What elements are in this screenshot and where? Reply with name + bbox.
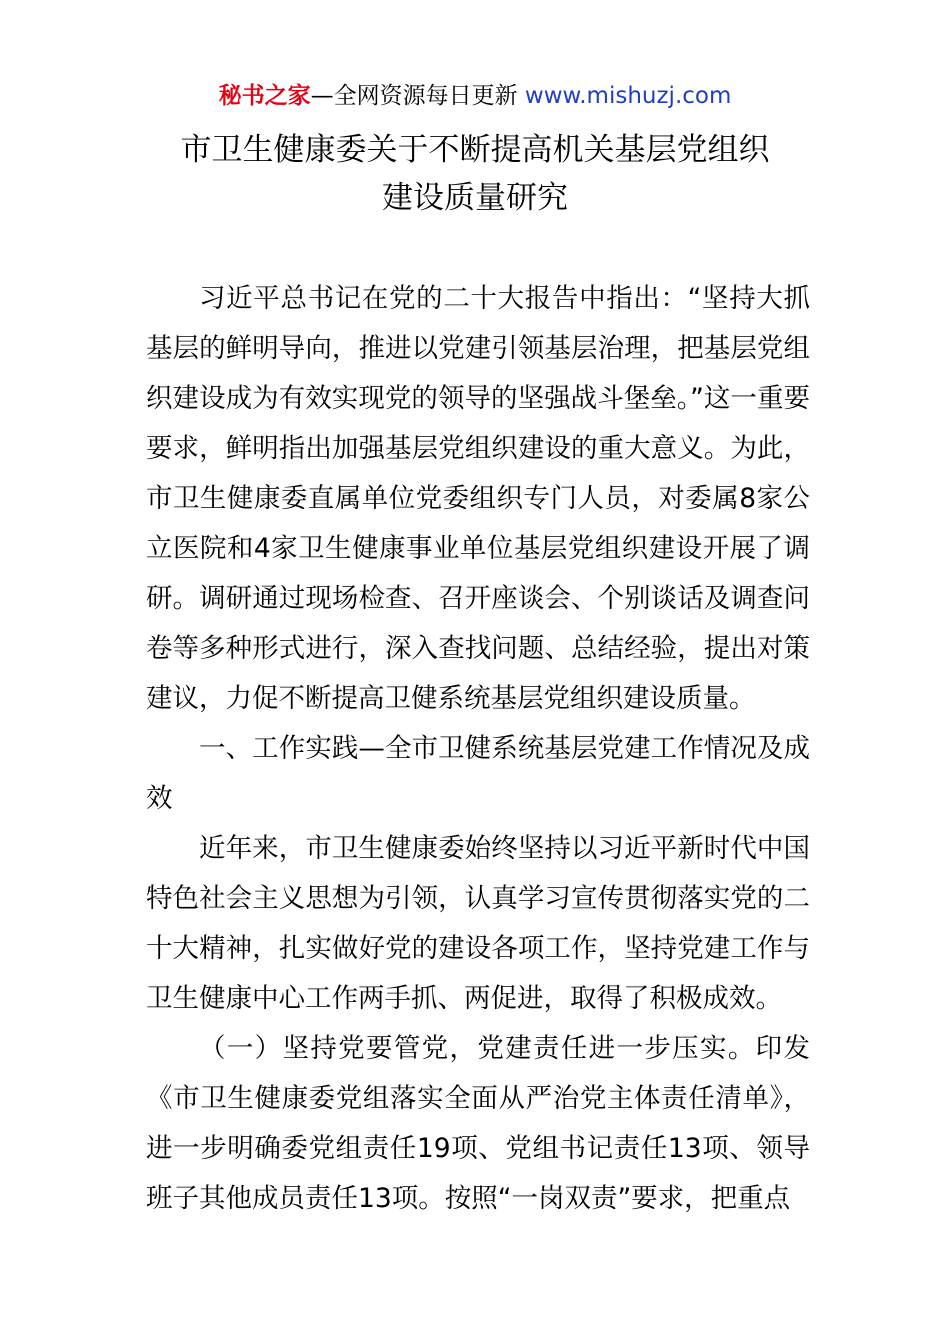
banner-tagline: —全网资源每日更新	[310, 83, 525, 109]
paragraph-intro: 习近平总书记在党的二十大报告中指出：“坚持大抓基层的鲜明导向，推进以党建引领基层治理，把基层党组织建设成为有效实现党的领导的坚强战斗堡垒。”这一重要要求，鲜明指出加强基层党组织建设的重大意义。为此，市卫生健康委直属单位党委组织专门人员，对委属8家公立医院和4家卫生健康事业单位基层党组织建设开展了调研。调研通过现场检查、召开座谈会、个别谈话及调查问卷等多种形式进行，深入查找问题、总结经验，提出对策建议，力促不断提高卫健系统基层党组织建设质量。	[146, 283, 810, 714]
banner-url[interactable]: www.mishuzj.com	[524, 83, 732, 109]
title-line-2: 建设质量研究	[382, 180, 568, 216]
document-body	[146, 274, 810, 1224]
site-banner	[0, 80, 950, 112]
paragraph-subsection-1: （一）坚持党要管党，党建责任进一步压实。印发《市卫生健康委党组落实全面从严治党主体责任清单》，进一步明确委党组责任19项、党组书记责任13项、领导班子其他成员责任13项。按照“一岗双责”要求，把重点	[146, 1033, 810, 1214]
title-line-1: 市卫生健康委关于不断提高机关基层党组织	[180, 132, 770, 168]
banner-brand: 秘书之家	[218, 83, 311, 109]
document-title	[0, 126, 950, 222]
paragraph-overview: 近年来，市卫生健康委始终坚持以习近平新时代中国特色社会主义思想为引领，认真学习宣传贯彻落实党的二十大精神，扎实做好党的建设各项工作，坚持党建工作与卫生健康中心工作两手抓、两促进，取得了积极成效。	[146, 833, 810, 1014]
section-heading-1: 一、工作实践—全市卫健系统基层党建工作情况及成效	[146, 733, 810, 814]
